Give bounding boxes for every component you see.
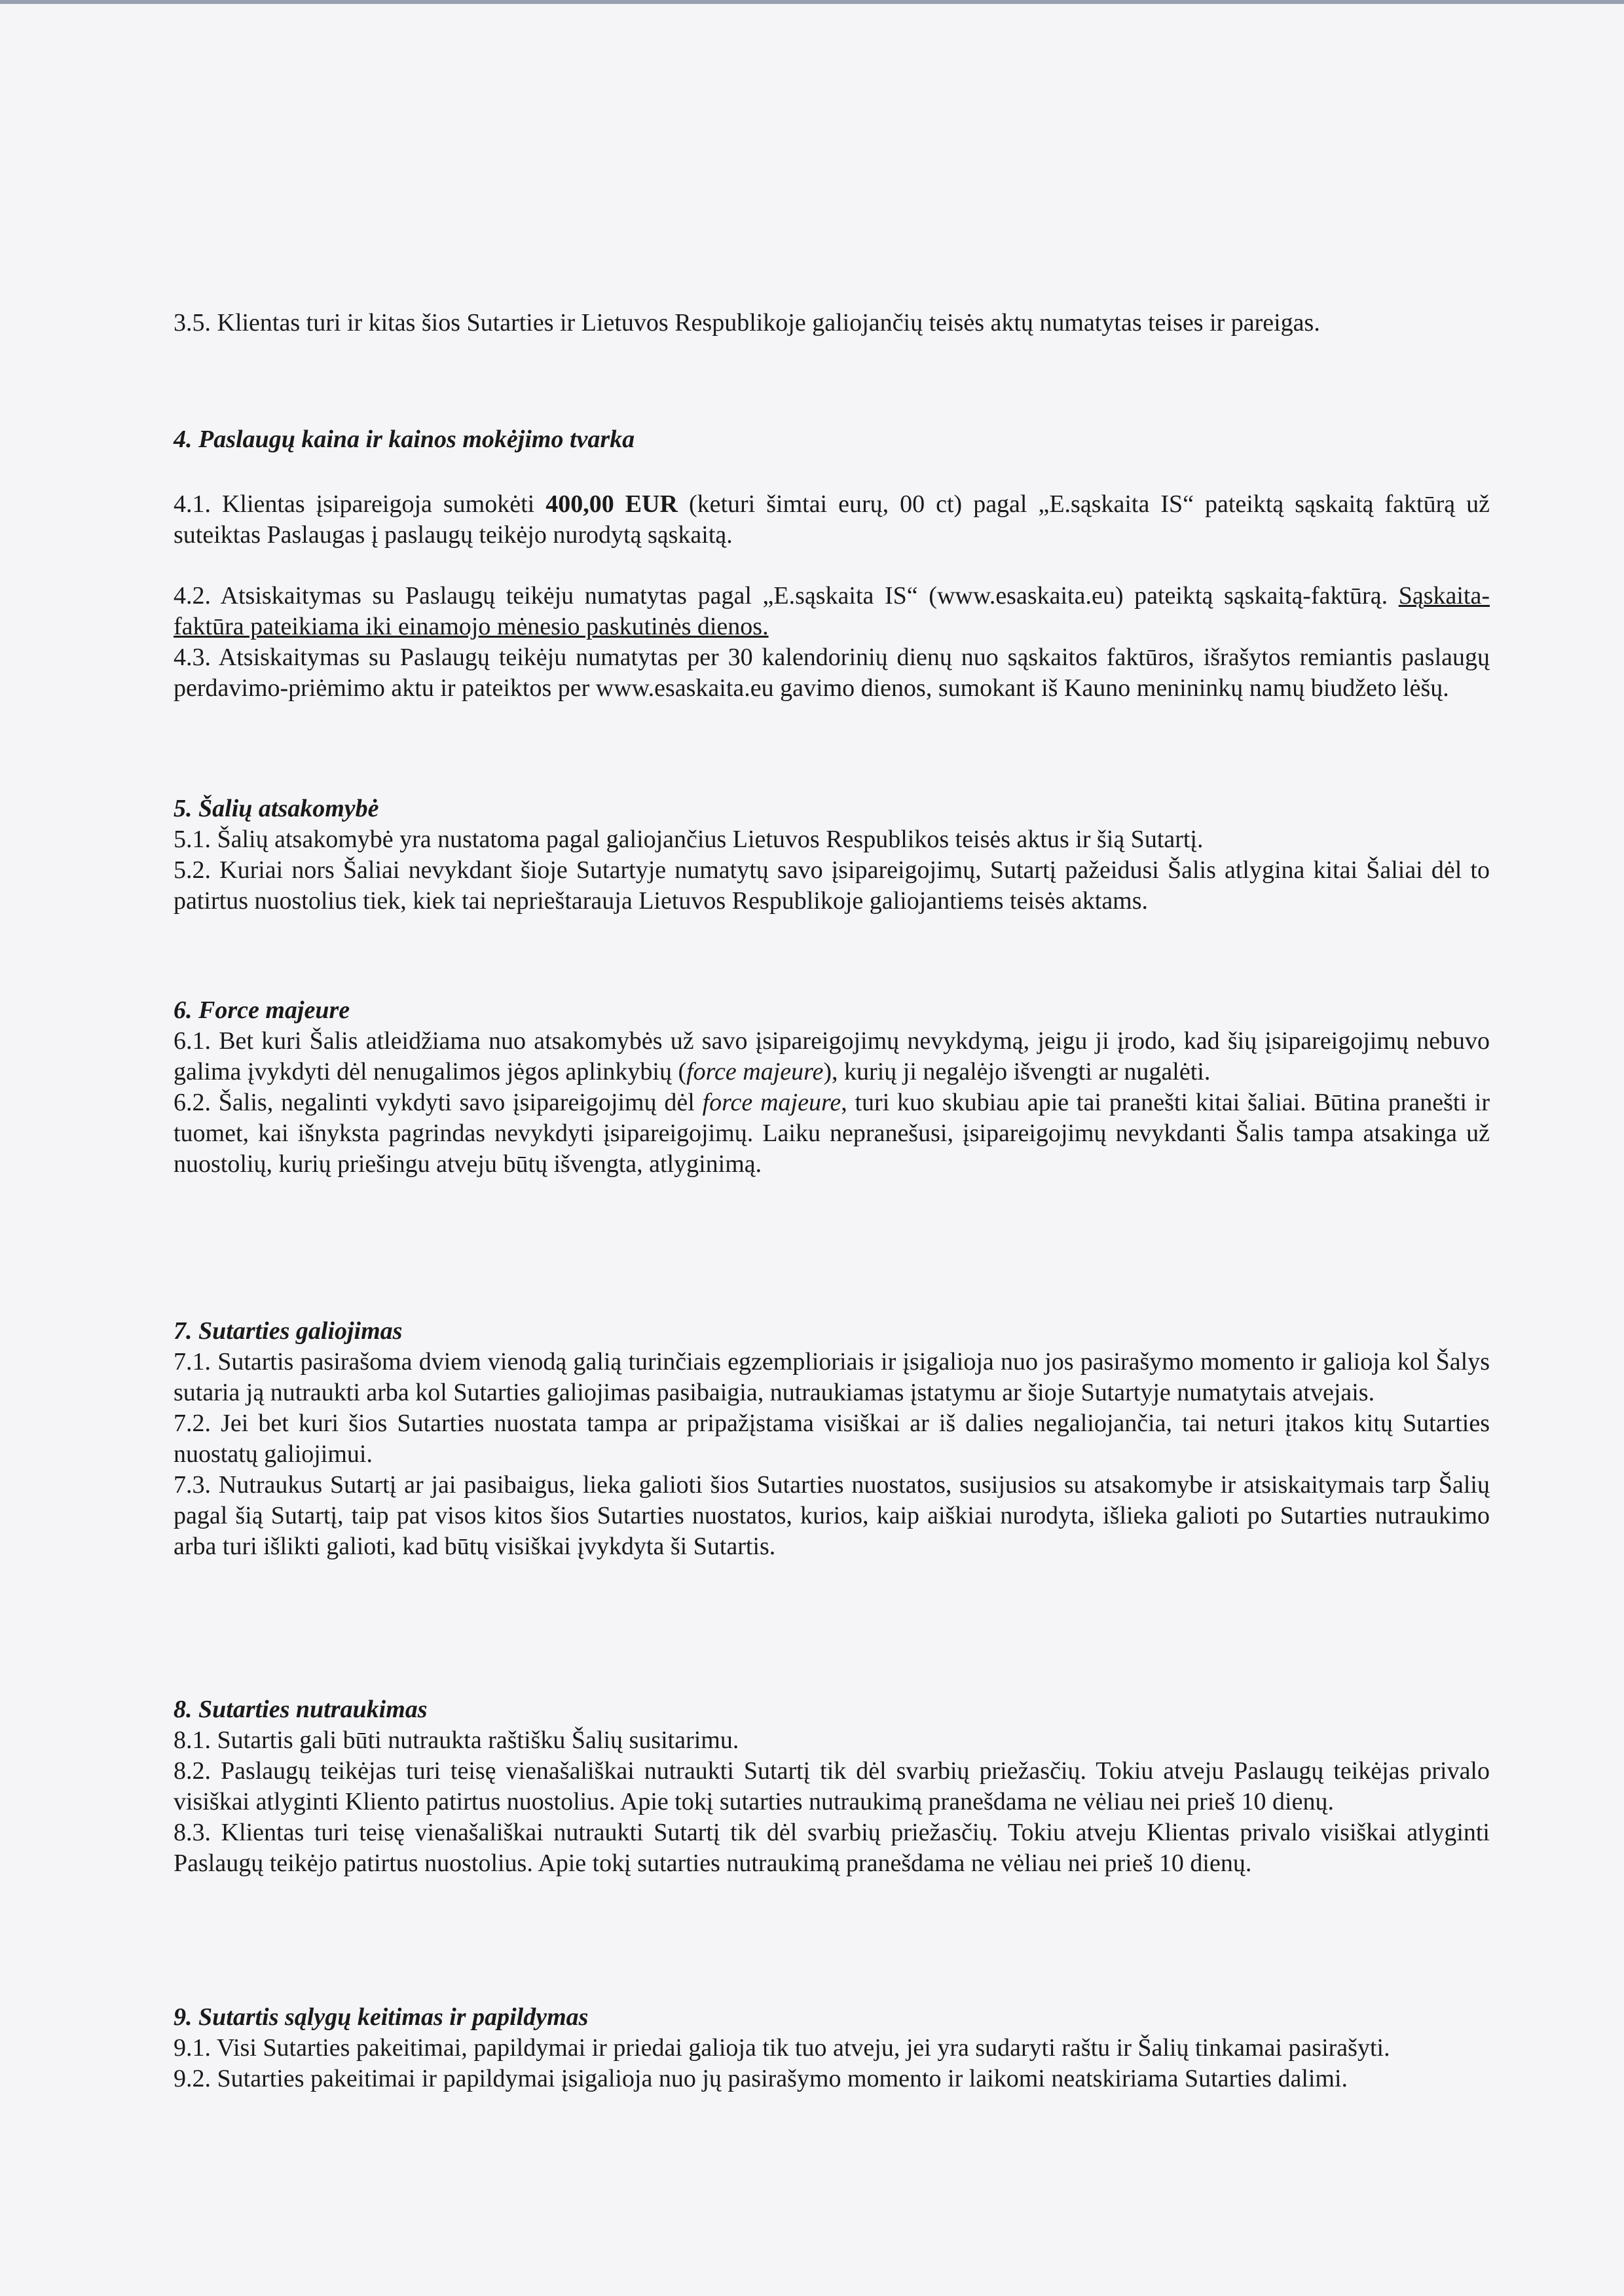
clause-6-2 [174,1087,1490,1180]
clause-4-2 [174,581,1490,642]
clause-9-1: 9.1. Visi Sutarties pakeitimai, papildymai ir priedai galioja tik tuo atveju, jei yra sudaryti raštu ir Šalių tinkamai pasirašyti. [174,2034,1390,2062]
scan-edge [0,0,1624,4]
clause-4-2-text: 4.2. Atsiskaitymas su Paslaugų teikėju numatytas pagal „E.sąskaita IS“ (www.esaskaita.eu) pateiktą sąskaitą-faktūrą. [174,582,1399,610]
clause-3-5: 3.5. Klientas turi ir kitas šios Sutarties ir Lietuvos Respublikoje galiojančių teisės aktų numatytas teises ir pareigas. [174,309,1320,337]
clause-6-2-text: 6.2. Šalis, negalinti vykdyti savo įsipareigojimų dėl [174,1089,703,1116]
clause-5-1: 5.1. Šalių atsakomybė yra nustatoma pagal galiojančius Lietuvos Respublikos teisės aktus ir šią Sutartį. [174,826,1204,853]
clause-7-2: 7.2. Jei bet kuri šios Sutarties nuostata tampa ar pripažįstama visiškai ar iš dalies negaliojančia, tai neturi įtakos kitų Sutarties nuostatų galiojimui. [174,1410,1490,1468]
clause-6-1-text-cont: ), kurių ji negalėjo išvengti ar nugalėti. [823,1058,1211,1085]
clause-4-1 [174,489,1490,551]
clause-6-2-text-cont: , turi kuo skubiau apie tai pranešti kitai šaliai. Būtina pranešti ir tuomet, kai išnyksta pagrindas nevykdyti įsipareigojimų. Laiku nepranešusi, įsipareigojimų nevykdanti Šalis tampa atsakinga už nuostolių, kurių priešingu atveju būtų išvengta, atlyginimą. [174,1089,1490,1178]
section-4 [174,424,1490,704]
price-amount: 400,00 EUR [545,490,678,518]
section-9 [174,2002,1490,2094]
force-majeure-term: force majeure [686,1058,824,1085]
section-6 [174,995,1490,1180]
clause-8-3: 8.3. Klientas turi teisę vienašališkai nutraukti Sutartį tik dėl svarbių priežasčių. Tokiu atveju Klientas privalo visiškai atlyginti Paslaugų teikėjo patirtus nuostolius. Apie tokį sutarties nutraukimą pranešdama ne vėliau nei prieš 10 dienų. [174,1819,1490,1877]
section-9-heading: 9. Sutartis sąlygų keitimas ir papildymas [174,2003,589,2031]
clause-4-1-text: 4.1. Klientas įsipareigoja sumokėti [174,490,546,518]
section-3-tail [174,308,1490,338]
clause-6-1-text: 6.1. Bet kuri Šalis atleidžiama nuo atsakomybės už savo įsipareigojimų nevykdymą, jeigu ji įrodo, kad šių įsipareigojimų nebuvo galima įvykdyti dėl nenugalimos jėgos aplinkybių ( [174,1027,1490,1085]
section-5-heading: 5. Šalių atsakomybė [174,795,379,822]
clause-8-2: 8.2. Paslaugų teikėjas turi teisę vienašališkai nutraukti Sutartį tik dėl svarbių priežasčių. Tokiu atveju Paslaugų teikėjas privalo visiškai atlyginti Kliento patirtus nuostolius. Apie tokį sutarties nutraukimą pranešdama ne vėliau nei prieš 10 dienų. [174,1757,1490,1815]
clause-4-3: 4.3. Atsiskaitymas su Paslaugų teikėju numatytas per 30 kalendorinių dienų nuo sąskaitos faktūros, išrašytos remiantis paslaugų perdavimo-priėmimo aktu ir pateiktos per www.esaskaita.eu gavimo dienos, sumokant iš Kauno menininkų namų biudžeto lėšų. [174,644,1490,702]
section-6-heading: 6. Force majeure [174,996,350,1024]
clause-7-1: 7.1. Sutartis pasirašoma dviem vienodą galią turinčiais egzemplioriais ir įsigalioja nuo jos pasirašymo momento ir galioja kol Šalys sutaria ją nutraukti arba kol Sutarties galiojimas pasibaigia, nutraukiamas įstatymu ar šioje Sutartyje numatytais atvejais. [174,1348,1490,1406]
section-7-heading: 7. Sutarties galiojimas [174,1317,403,1345]
section-5 [174,793,1490,917]
clause-7-3: 7.3. Nutraukus Sutartį ar jai pasibaigus, lieka galioti šios Sutarties nuostatos, susijusios su atsakomybe ir atsiskaitymais tarp Šalių pagal šią Sutartį, taip pat visos kitos šios Sutarties nuostatos, kurios, kaip aiškiai nurodyta, išlieka galioti po Sutarties nutraukimo arba turi išlikti galioti, kad būtų visiškai įvykdyta ši Sutartis. [174,1471,1490,1560]
section-8-heading: 8. Sutarties nutraukimas [174,1696,428,1723]
section-4-heading: 4. Paslaugų kaina ir kainos mokėjimo tvarka [174,426,635,453]
clause-4-2-underlined: Sąskaita-faktūra pateikiama iki einamojo mėnesio paskutinės dienos. [174,582,1490,640]
clause-9-2: 9.2. Sutarties pakeitimai ir papildymai įsigalioja nuo jų pasirašymo momento ir laikomi neatskiriama Sutarties dalimi. [174,2065,1348,2092]
section-7 [174,1316,1490,1562]
clause-4-1-text-cont: (keturi šimtai eurų, 00 ct) pagal „E.sąskaita IS“ pateiktą sąskaitą faktūrą už suteiktas Paslaugas į paslaugų teikėjo nurodytą sąskaitą. [174,490,1490,549]
force-majeure-term: force majeure [702,1089,841,1116]
clause-5-2: 5.2. Kuriai nors Šaliai nevykdant šioje Sutartyje numatytų savo įsipareigojimų, Sutartį pažeidusi Šalis atlygina kitai Šaliai dėl to patirtus nuostolius tiek, kiek tai neprieštarauja Lietuvos Respublikoje galiojantiems teisės aktams. [174,856,1490,915]
section-8 [174,1694,1490,1879]
clause-6-1 [174,1026,1490,1087]
clause-8-1: 8.1. Sutartis gali būti nutraukta raštišku Šalių susitarimu. [174,1726,739,1754]
